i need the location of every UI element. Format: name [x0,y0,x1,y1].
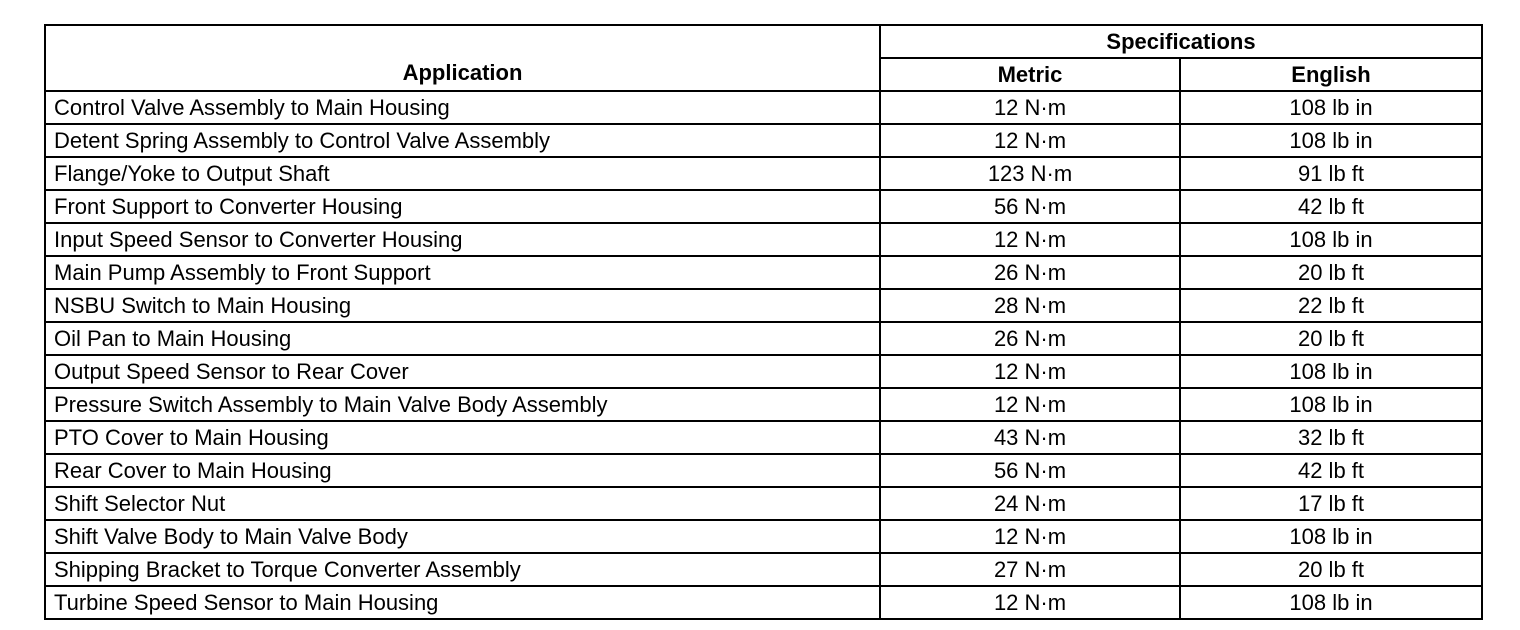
application-cell: Pressure Switch Assembly to Main Valve Body Assembly [45,388,880,421]
english-cell: 17 lb ft [1180,487,1482,520]
metric-cell: 27 N·m [880,553,1180,586]
metric-cell: 123 N·m [880,157,1180,190]
table-row [45,223,1482,256]
table-row [45,454,1482,487]
metric-cell: 12 N·m [880,520,1180,553]
application-cell: Flange/Yoke to Output Shaft [45,157,880,190]
english-cell: 20 lb ft [1180,553,1482,586]
metric-cell: 12 N·m [880,388,1180,421]
metric-cell: 28 N·m [880,289,1180,322]
metric-cell: 43 N·m [880,421,1180,454]
table-row [45,157,1482,190]
table-body [45,91,1482,619]
metric-cell: 12 N·m [880,586,1180,619]
application-cell: Front Support to Converter Housing [45,190,880,223]
metric-cell: 26 N·m [880,256,1180,289]
english-cell: 32 lb ft [1180,421,1482,454]
table-row [45,487,1482,520]
english-cell: 20 lb ft [1180,256,1482,289]
table-row [45,421,1482,454]
table-row [45,190,1482,223]
english-cell: 108 lb in [1180,586,1482,619]
metric-cell: 56 N·m [880,190,1180,223]
english-cell: 42 lb ft [1180,190,1482,223]
english-cell: 91 lb ft [1180,157,1482,190]
metric-cell: 12 N·m [880,223,1180,256]
application-cell: Shift Selector Nut [45,487,880,520]
table-row [45,124,1482,157]
table-row [45,388,1482,421]
english-cell: 42 lb ft [1180,454,1482,487]
application-cell: Turbine Speed Sensor to Main Housing [45,586,880,619]
table-row [45,256,1482,289]
english-cell: 108 lb in [1180,91,1482,124]
table-row [45,322,1482,355]
torque-spec-table [44,24,1483,620]
english-header: English [1180,58,1482,91]
application-cell: Control Valve Assembly to Main Housing [45,91,880,124]
specifications-header: Specifications [880,25,1482,58]
application-cell: NSBU Switch to Main Housing [45,289,880,322]
table-row [45,289,1482,322]
english-cell: 108 lb in [1180,223,1482,256]
table-header [45,25,1482,91]
table-row [45,586,1482,619]
english-cell: 22 lb ft [1180,289,1482,322]
application-cell: Shift Valve Body to Main Valve Body [45,520,880,553]
application-cell: Shipping Bracket to Torque Converter Assembly [45,553,880,586]
table-row [45,553,1482,586]
metric-cell: 12 N·m [880,355,1180,388]
metric-cell: 12 N·m [880,124,1180,157]
metric-cell: 26 N·m [880,322,1180,355]
metric-cell: 24 N·m [880,487,1180,520]
application-header: Application [45,25,880,91]
table-row [45,355,1482,388]
table-row [45,91,1482,124]
header-row-top [45,25,1482,58]
english-cell: 108 lb in [1180,520,1482,553]
table-row [45,520,1482,553]
english-cell: 108 lb in [1180,355,1482,388]
application-cell: Output Speed Sensor to Rear Cover [45,355,880,388]
english-cell: 108 lb in [1180,124,1482,157]
english-cell: 108 lb in [1180,388,1482,421]
metric-cell: 12 N·m [880,91,1180,124]
application-cell: PTO Cover to Main Housing [45,421,880,454]
application-cell: Detent Spring Assembly to Control Valve Assembly [45,124,880,157]
application-cell: Oil Pan to Main Housing [45,322,880,355]
application-cell: Input Speed Sensor to Converter Housing [45,223,880,256]
application-cell: Rear Cover to Main Housing [45,454,880,487]
metric-cell: 56 N·m [880,454,1180,487]
metric-header: Metric [880,58,1180,91]
english-cell: 20 lb ft [1180,322,1482,355]
application-cell: Main Pump Assembly to Front Support [45,256,880,289]
